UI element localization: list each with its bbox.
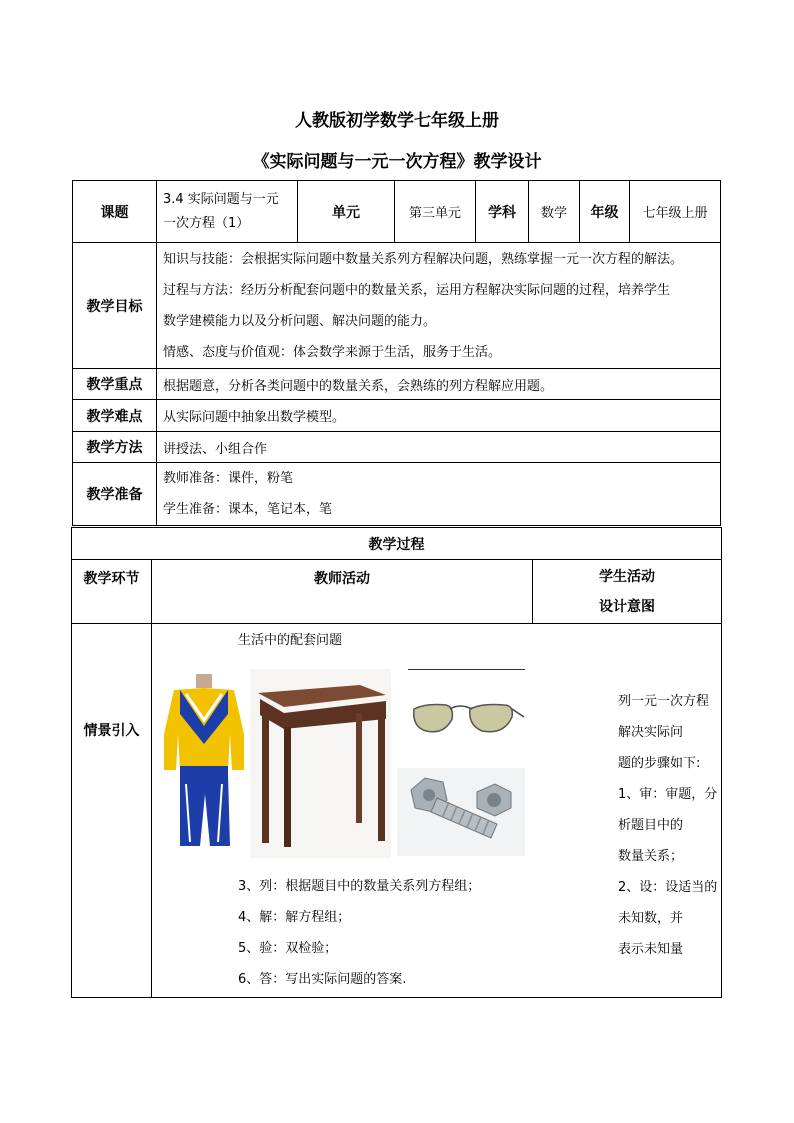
method-value: 讲授法、小组合作 bbox=[157, 432, 721, 463]
intro-heading: 生活中的配套问题 bbox=[238, 633, 343, 648]
subject-label: 学科 bbox=[476, 181, 529, 243]
key-point-value: 根据题意，分析各类问题中的数量关系，会熟练的列方程解应用题。 bbox=[157, 369, 721, 400]
col-stage-header: 教学环节 bbox=[72, 560, 152, 624]
bolt-nut-image bbox=[397, 768, 525, 856]
document-title: 人教版初学数学七年级上册 bbox=[295, 111, 499, 131]
subject-value: 数学 bbox=[529, 181, 580, 243]
prep-label: 教学准备 bbox=[73, 463, 157, 526]
topic-value: 3.4 实际问题与一元 一次方程（1） bbox=[157, 181, 298, 243]
goals-label: 教学目标 bbox=[73, 243, 157, 369]
unit-label: 单元 bbox=[298, 181, 395, 243]
stage-intro-label: 情景引入 bbox=[72, 624, 152, 998]
wooden-table-image bbox=[250, 669, 391, 858]
sunglasses-image bbox=[408, 669, 525, 765]
prep-content: 教师准备：课件，粉笔 学生准备：课本，笔记本，笔 bbox=[157, 463, 721, 526]
process-title: 教学过程 bbox=[72, 528, 722, 560]
grade-label: 年级 bbox=[580, 181, 630, 243]
col-teacher-header: 教师活动 bbox=[152, 560, 533, 624]
topic-label: 课题 bbox=[73, 181, 157, 243]
method-label: 教学方法 bbox=[73, 432, 157, 463]
grade-value: 七年级上册 bbox=[630, 181, 721, 243]
key-point-label: 教学重点 bbox=[73, 369, 157, 400]
col-student-header: 学生活动 设计意图 bbox=[533, 560, 722, 624]
difficulty-label: 教学难点 bbox=[73, 400, 157, 432]
unit-value: 第三单元 bbox=[395, 181, 476, 243]
info-table bbox=[72, 180, 721, 526]
goals-content: 知识与技能：会根据实际问题中数量关系列方程解决问题，熟练掌握一元一次方程的解法。 过程与方法：经历分析配套问题中的数量关系，运用方程解决实际问题的过程，培养学生 数学建模能力以及分析问题、解决问题的能力。 情感、态度与价值观：体会数学来源于生活，服务于生活。 bbox=[157, 243, 721, 369]
intro-bottom-steps: 3、列：根据题目中的数量关系列方程组； 4、解：解方程组； 5、验：双检验； 6、答：写出实际问题的答案. bbox=[238, 879, 481, 987]
document-subtitle: 《实际问题与一元一次方程》教学设计 bbox=[252, 152, 542, 172]
difficulty-value: 从实际问题中抽象出数学模型。 bbox=[157, 400, 721, 432]
school-uniform-image bbox=[160, 674, 248, 850]
intro-side-steps: 列一元一次方程解决实际问 题的步骤如下: 1、审：审题，分析题目中的 数量关系； 2、设：设适当的未知数，并 表示未知量 bbox=[618, 694, 718, 957]
